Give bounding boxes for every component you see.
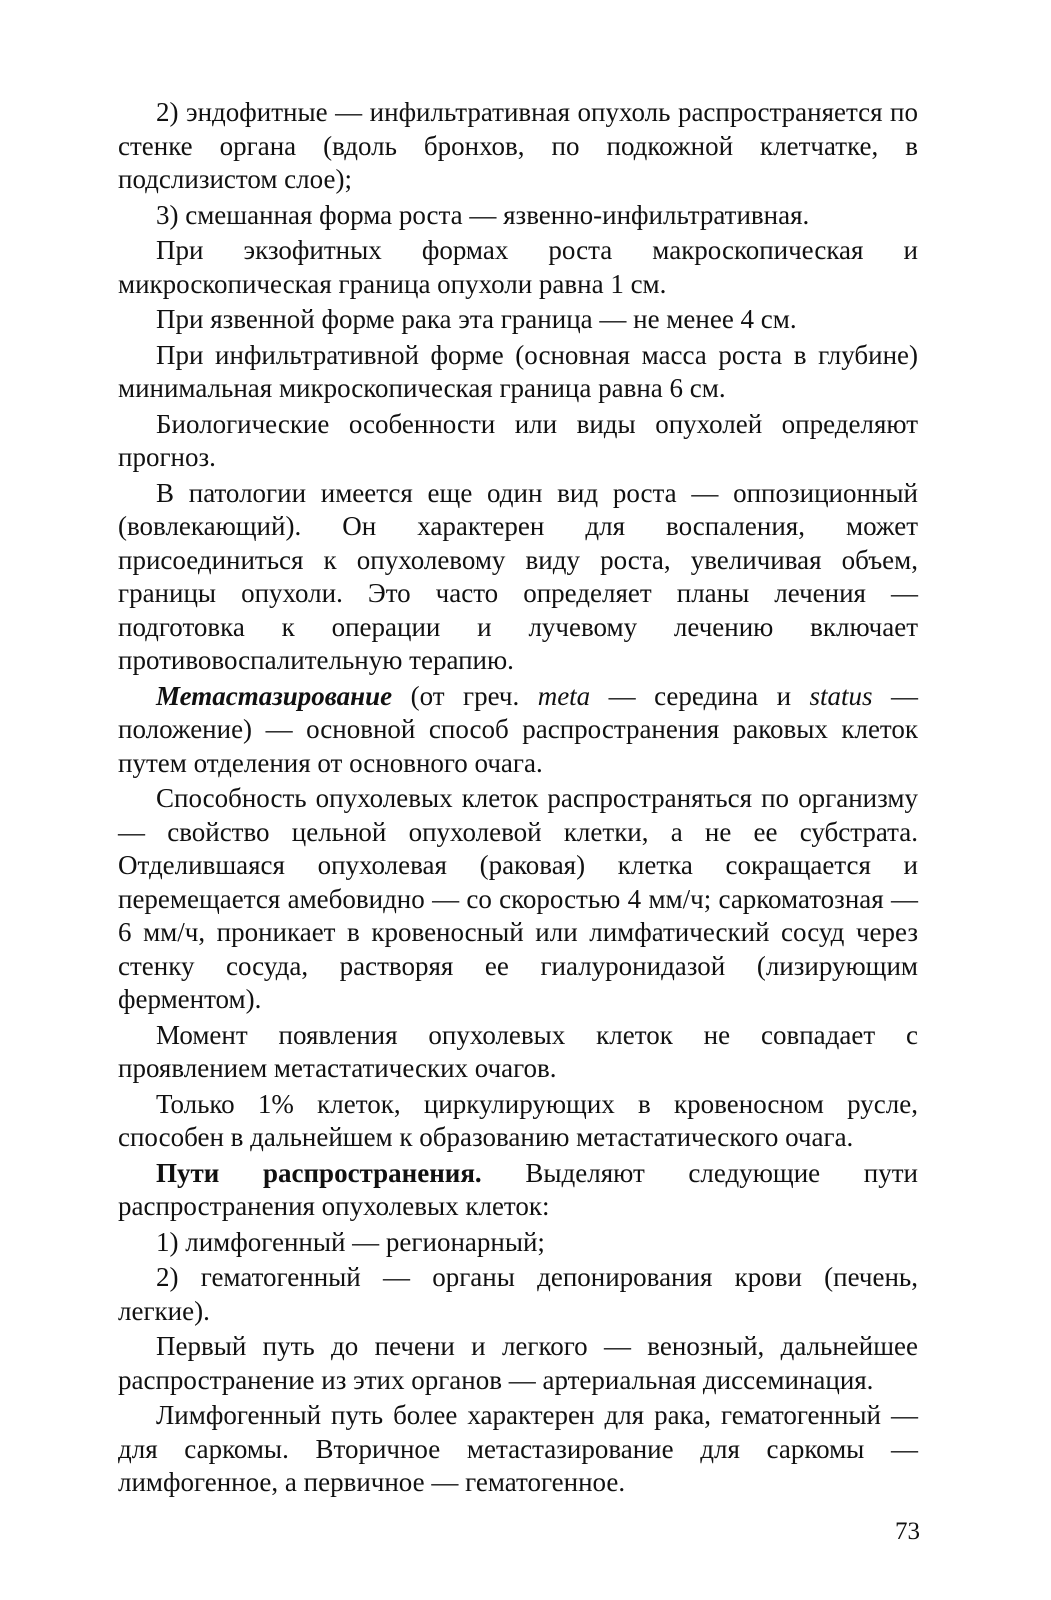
paragraph-mixed-growth: 3) смешанная форма роста — язвенно-инфильтративная. [156,199,810,230]
paragraph-infiltrative-border: При инфильтративной форме (основная масса роста в глубине) минимальная микроскопическая граница равна 6 см. [118,339,918,403]
paragraph-exophytic-border: При экзофитных формах роста макроскопическая и микроскопическая граница опухоли равна 1 см. [118,235,918,299]
greek-word-meta: meta [537,680,591,711]
paragraph-endophytic: 2) эндофитные — инфильтративная опухоль распространяется по стенке органа (вдоль бронхов, по подкожной клетчатке, в подслизистом слое); [118,97,918,194]
definition-part-3: — положение) — основной способ распространения раковых клеток путем отделения от основного очага. [118,680,919,778]
paragraph-prognosis: Биологические особенности или виды опухолей определяют прогноз. [118,408,918,472]
page-number: 73 [895,1518,920,1545]
paragraph-ulcerative-border: При язвенной форме рака эта граница — не менее 4 см. [156,304,797,334]
heading-spread-routes: Пути распространения. [156,1157,482,1188]
greek-word-status: status [809,680,873,711]
list-item-hematogenic: 2) гематогенный — органы депонирования крови (печень, легкие). [118,1262,918,1326]
paragraph-one-percent: Только 1% клеток, циркулирующих в кровеносном русле, способен в дальнейшем к образованию метастатического очага. [118,1088,918,1152]
paragraph-appearance-moment: Момент появления опухолевых клеток не совпадает с проявлением метастатических очагов. [118,1019,918,1083]
definition-part-1: (от греч. [392,680,538,711]
paragraph-oppositional-growth: В патологии имеется еще один вид роста — оппозиционный (вовлекающий). Он характерен для воспаления, может присоединиться к опухолевому виду роста, увеличивая объем, границы опухоли. Это часто определяет планы лечения — подготовка к операции и лучевому лечению включает противовоспалительную терапию. [118,477,918,675]
paragraph-route-comparison: Лимфогенный путь более характерен для рака, гематогенный — для саркомы. Вторичное метастазирование для саркомы — лимфогенное, а первичное — гематогенное. [118,1400,918,1497]
definition-part-2: — середина и [590,680,810,711]
paragraph-first-route: Первый путь до печени и легкого — венозный, дальнейшее распространение из этих органов — артериальная диссеминация. [118,1331,918,1395]
page-body [118,96,918,1502]
paragraph-metastasis-definition [118,680,918,781]
list-item-lymphogenic: 1) лимфогенный — регионарный; [156,1226,545,1257]
paragraph-spread-routes [118,1157,918,1224]
spread-routes-text: Выделяют следующие пути распространения опухолевых клеток: [118,1157,919,1221]
paragraph-cell-spread: Способность опухолевых клеток распространяться по организму — свойство цельной опухолевой клетки, а не ее субстрата. Отделившаяся опухолевая (раковая) клетка сокращается и перемещается амебовидно — со скоростью 4 мм/ч; саркоматозная — 6 мм/ч, проникает в кровеносный или лимфатический сосуд через стенку сосуда, растворяя ее гиалуронидазой (лизирующим ферментом). [118,783,918,1014]
term-metastasis: Метастазирование [156,680,393,711]
